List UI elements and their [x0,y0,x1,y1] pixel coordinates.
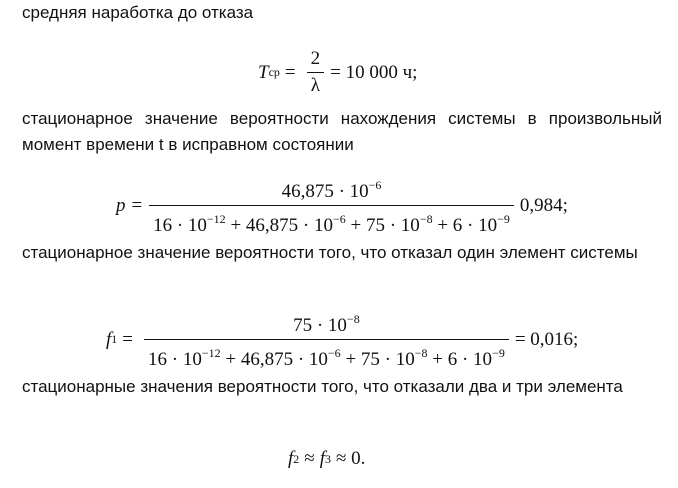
paragraph-two-three-elements-failed: стационарные значения вероятности того, что отказали два и три элемента [22,377,623,396]
eq3-num-text: 75 · 10 [293,315,347,336]
eq3-den-c-exp: −8 [414,346,428,360]
eq2-den-a-exp: −12 [206,212,226,226]
paragraph-availability: стационарное значение вероятности нахождения системы в произвольный момент времени t в исправном состоянии [22,109,662,154]
eq4-f3-sub: 3 [325,451,331,466]
eq3-rhs: = 0,016; [514,328,579,350]
eq2-numerator [278,174,386,205]
eq2-den-d-exp: −9 [497,212,510,226]
eq2-den-b-exp: −6 [332,212,346,226]
eq1-lhs-var: T [258,61,269,83]
eq2-den-c: + 75 · 10 [345,215,420,236]
eq3-den-a: 16 · 10 [148,349,202,370]
equation-availability [116,174,568,237]
equation-one-element-failed [106,308,578,371]
eq3-fraction [144,308,509,371]
eq3-den-a-exp: −12 [201,346,221,360]
eq4-approx-2: ≈ 0. [336,448,366,469]
eq3-equals: = [122,328,133,350]
eq2-num-exp: −6 [368,178,382,192]
eq2-den-d: + 6 · 10 [432,215,498,236]
eq3-num-exp: −8 [346,312,360,326]
eq2-den-b: + 46,875 · 10 [225,215,333,236]
eq3-den-b: + 46,875 · 10 [220,349,328,370]
equation-mean-time [258,48,417,97]
eq1-equals: = [284,61,296,83]
equation-two-three-elements [288,448,370,470]
eq3-den-d: + 6 · 10 [427,349,493,370]
eq1-denominator: λ [307,72,324,97]
eq2-den-a: 16 · 10 [153,215,207,236]
eq2-den-c-exp: −8 [419,212,433,226]
paragraph-one-element-failed: стационарное значение вероятности того, что отказал один элемент системы [22,243,638,262]
eq2-denominator [149,205,514,237]
eq2-num-text: 46,875 · 10 [281,181,369,202]
eq3-den-c: + 75 · 10 [340,349,415,370]
eq1-lhs-sub: ср [268,65,280,79]
eq4-f3-var: f [319,448,325,469]
eq2-rhs: 0,984; [519,194,568,216]
eq3-numerator [289,308,364,339]
eq3-den-d-exp: −9 [492,346,505,360]
eq3-denominator [144,339,509,371]
eq3-den-b-exp: −6 [327,346,341,360]
eq1-fraction [307,48,325,97]
eq2-lhs: p = [116,194,144,216]
eq2-fraction [149,174,514,237]
eq3-lhs-sub: 1 [111,332,118,346]
eq1-numerator: 2 [310,48,321,69]
eq4-approx-1: ≈ [304,448,315,469]
eq4-f2-var: f [288,448,294,469]
eq1-rhs: = 10 000 ч; [330,61,418,83]
paragraph-mean-time-to-failure: средняя наработка до отказа [22,3,254,22]
eq3-lhs-var: f [106,328,112,350]
eq4-f2-sub: 2 [293,451,300,466]
